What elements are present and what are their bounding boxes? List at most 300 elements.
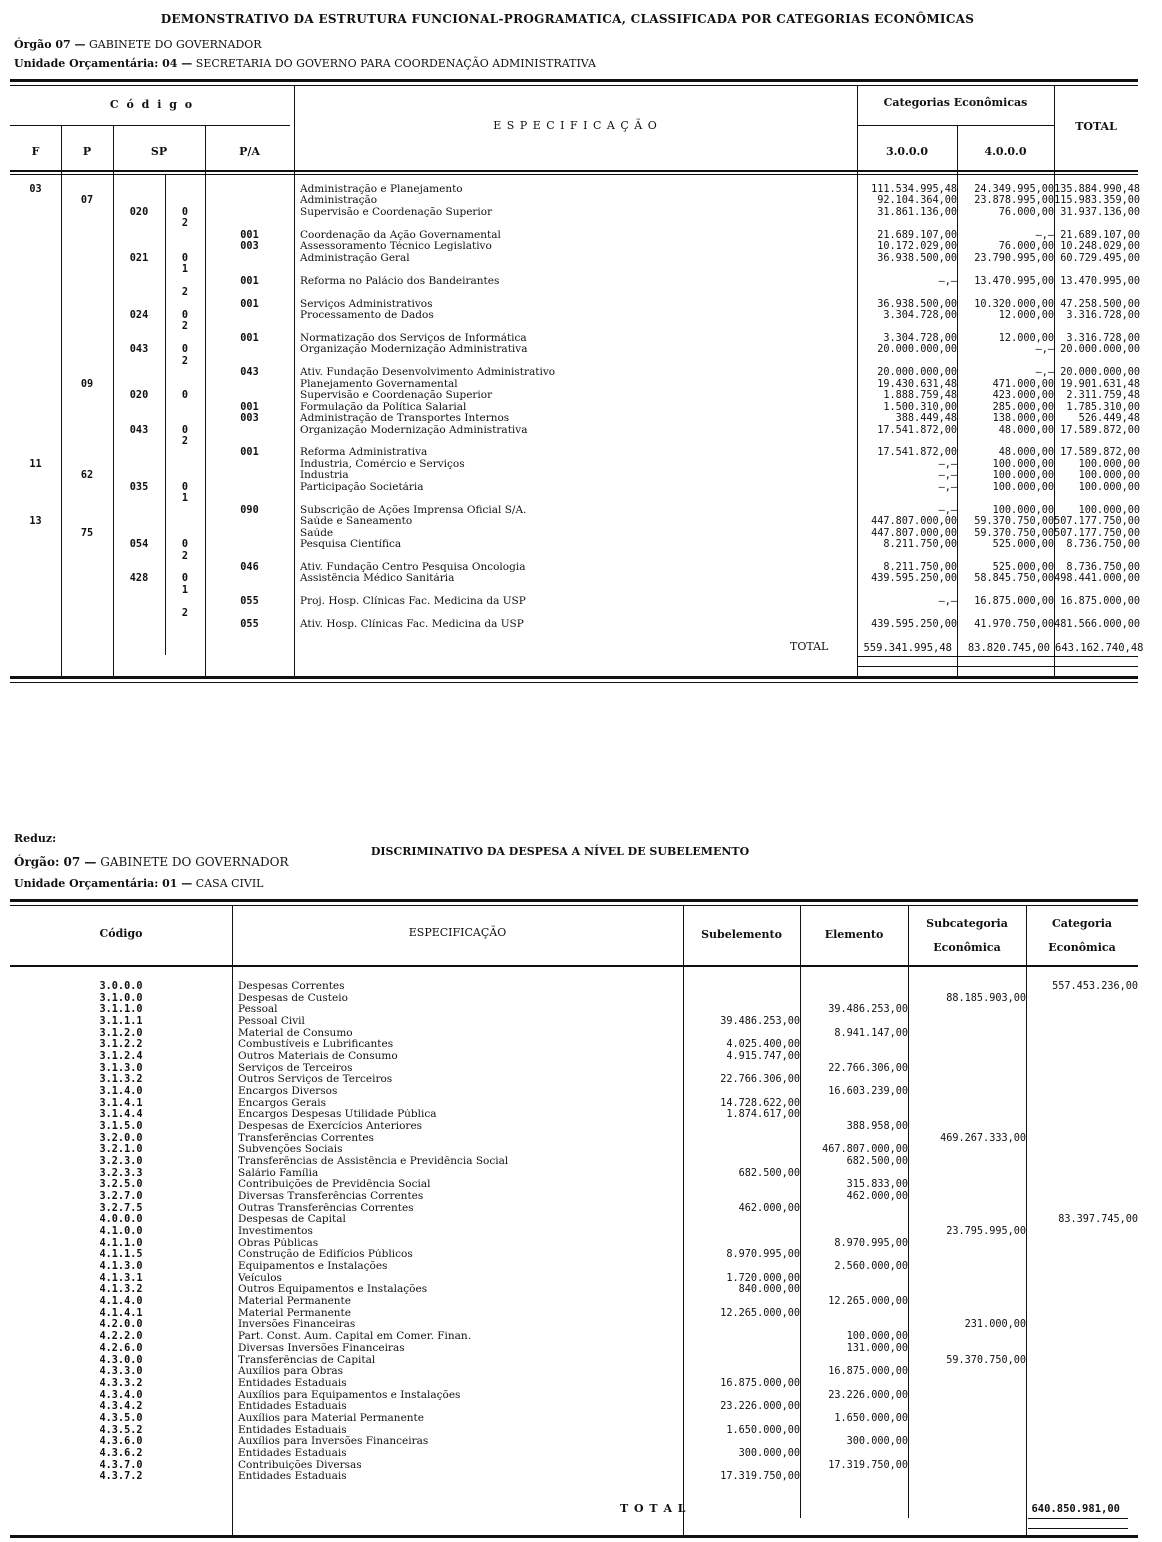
table-row (10, 184, 1140, 195)
doc1-header-pa: P/A (239, 145, 260, 158)
projeto-atividade-code (205, 310, 294, 321)
subprograma-digit: 2 (181, 435, 189, 447)
subprograma-digit (165, 447, 205, 458)
categoria-3000-cell: —,— (938, 504, 957, 516)
subprograma-digit: 0 (181, 252, 189, 264)
subprograma-code (113, 276, 165, 287)
categoria-cell (1026, 1436, 1138, 1448)
elemento-cell (800, 1133, 908, 1145)
especificacao-cell: Entidades Estaduais (238, 1447, 347, 1459)
doc2-unidade-line (14, 877, 264, 890)
doc1-total-label: TOTAL (790, 640, 829, 653)
codigo-cell: 3.1.1.1 (99, 1016, 143, 1028)
doc1-total-rule2 (858, 666, 1138, 667)
funcao-code (10, 528, 61, 539)
subprograma-code (113, 528, 165, 539)
categoria-cell (1026, 1471, 1138, 1483)
subprograma-code (113, 356, 165, 367)
categoria-3000-cell: 388.449,48 (895, 413, 957, 425)
projeto-atividade-code: 046 (240, 561, 259, 573)
subprograma-digit (165, 528, 205, 539)
funcao-code (10, 493, 61, 504)
table-row (10, 287, 1140, 298)
subcategoria-cell (908, 1401, 1026, 1413)
categoria-3000-cell: 20.000.000,00 (877, 367, 957, 379)
table-row (10, 608, 1140, 619)
projeto-atividade-code: 001 (240, 298, 259, 310)
total-cell: 498.441.000,00 (1054, 573, 1140, 585)
subprograma-digit: 0 (181, 539, 189, 551)
projeto-atividade-code (205, 356, 294, 367)
categoria-4000-cell: 59.370.750,00 (974, 527, 1054, 539)
subprograma-code (113, 516, 165, 527)
doc2-bottom-rule (10, 1535, 1138, 1538)
table-row (10, 1413, 1138, 1425)
especificacao-cell: Material Permanente (238, 1307, 351, 1319)
subprograma-digit: 2 (181, 321, 189, 333)
categoria-4000-cell: 41.970.750,00 (974, 619, 1054, 631)
subelemento-cell (683, 1460, 800, 1472)
subprograma-digit: 2 (181, 218, 189, 230)
categoria-4000-cell: 12.000,00 (998, 332, 1054, 344)
subcategoria-cell (908, 1214, 1026, 1226)
doc2-unidade-label: Unidade Orçamentária: 01 — (14, 877, 193, 890)
subprograma-digit (165, 470, 205, 481)
especificacao-cell: Entidades Estaduais (238, 1401, 347, 1413)
funcao-code (10, 241, 61, 252)
codigo-cell: 4.3.7.0 (99, 1459, 143, 1471)
categoria-3000-cell: 36.938.500,00 (877, 298, 957, 310)
programa-code (61, 573, 113, 584)
categoria-4000-cell (957, 585, 1054, 596)
codigo-cell: 3.2.7.0 (99, 1191, 143, 1203)
table-row (10, 1308, 1138, 1320)
categoria-cell (1026, 1366, 1138, 1378)
subelemento-cell (683, 1319, 800, 1331)
elemento-cell: 682.500,00 (846, 1156, 908, 1168)
categoria-cell (1026, 1378, 1138, 1390)
subprograma-digit (165, 241, 205, 252)
projeto-atividade-code (205, 207, 294, 218)
categoria-4000-cell: 58.845.750,00 (974, 573, 1054, 585)
especificacao-cell: Planejamento Governamental (300, 378, 458, 390)
programa-code (61, 505, 113, 516)
funcao-code (10, 299, 61, 310)
especificacao-cell: Assessoramento Técnico Legislativo (300, 241, 492, 253)
codigo-cell: 3.1.3.2 (99, 1074, 143, 1086)
total-cell: 17.589.872,00 (1060, 447, 1140, 459)
projeto-atividade-code (205, 321, 294, 332)
subelemento-cell (683, 1366, 800, 1378)
programa-code (61, 447, 113, 458)
subcategoria-cell: 88.185.903,00 (946, 992, 1026, 1004)
categoria-cell (1026, 1156, 1138, 1168)
total-cell: 20.000.000,00 (1060, 367, 1140, 379)
table-row (10, 356, 1140, 367)
categoria-cell: 83.397.745,00 (1058, 1214, 1138, 1226)
categoria-cell (1026, 1016, 1138, 1028)
programa-code (61, 276, 113, 287)
subcategoria-cell (908, 981, 1026, 993)
projeto-atividade-code (205, 482, 294, 493)
elemento-cell: 16.603.239,00 (828, 1086, 908, 1098)
codigo-cell: 3.1.2.0 (99, 1027, 143, 1039)
total-cell: 135.884.990,48 (1054, 184, 1140, 195)
total-cell: 19.901.631,48 (1060, 378, 1140, 390)
doc2-total-label: T O T A L (620, 1502, 687, 1515)
categoria-3000-cell: —,— (938, 458, 957, 470)
total-cell: 507.177.750,00 (1054, 516, 1140, 528)
especificacao-cell: Veículos (238, 1272, 282, 1284)
codigo-cell: 3.1.1.0 (99, 1004, 143, 1016)
doc1-bottom-rule-thin (10, 682, 1138, 683)
categoria-3000-cell: 439.595.250,00 (871, 619, 957, 631)
subprograma-digit (165, 505, 205, 516)
codigo-cell: 4.2.6.0 (99, 1342, 143, 1354)
elemento-cell (800, 1098, 908, 1110)
subelemento-cell (683, 1004, 800, 1016)
total-cell (1054, 321, 1140, 332)
doc1-codigo-rule (10, 125, 290, 126)
elemento-cell: 131.000,00 (846, 1342, 908, 1354)
funcao-code (10, 436, 61, 447)
projeto-atividade-code: 001 (240, 447, 259, 459)
especificacao-cell: Participação Societária (300, 481, 424, 493)
programa-code (61, 459, 113, 470)
categoria-4000-cell: —,— (1035, 344, 1054, 356)
projeto-atividade-code: 055 (240, 619, 259, 631)
especificacao-cell: Serviços de Terceiros (238, 1062, 353, 1074)
categoria-3000-cell (857, 218, 957, 229)
subcategoria-cell (908, 1308, 1026, 1320)
codigo-cell: 3.1.4.4 (99, 1109, 143, 1121)
especificacao-cell: Combustíveis e Lubrificantes (238, 1039, 394, 1051)
codigo-cell: 4.3.0.0 (99, 1354, 143, 1366)
codigo-cell: 4.0.0.0 (99, 1214, 143, 1226)
categoria-3000-cell: 447.807.000,00 (871, 516, 957, 528)
subcategoria-cell (908, 1460, 1026, 1472)
codigo-cell: 4.3.3.0 (99, 1366, 143, 1378)
projeto-atividade-code (205, 585, 294, 596)
funcao-code (10, 333, 61, 344)
table-row (10, 619, 1140, 630)
subcategoria-cell (908, 1249, 1026, 1261)
projeto-atividade-code: 003 (240, 413, 259, 425)
table-row (10, 425, 1140, 436)
categoria-4000-cell (957, 436, 1054, 447)
subprograma-code (113, 184, 165, 195)
subprograma-digit: 1 (181, 584, 189, 596)
doc2-header-cat1: Categoria (1051, 917, 1113, 930)
subelemento-cell (683, 1063, 800, 1075)
doc1-cat-rule (858, 125, 1054, 126)
subcategoria-cell (908, 1390, 1026, 1402)
doc2-reduz: Reduz: (14, 832, 57, 845)
categoria-4000-cell: 76.000,00 (998, 206, 1054, 218)
subelemento-cell: 23.226.000,00 (720, 1401, 800, 1413)
subcategoria-cell (908, 1413, 1026, 1425)
subcategoria-cell: 23.795.995,00 (946, 1226, 1026, 1238)
subprograma-digit (165, 230, 205, 241)
subelemento-cell (683, 1343, 800, 1355)
especificacao-cell: Material de Consumo (238, 1027, 353, 1039)
total-cell (1054, 356, 1140, 367)
funcao-code (10, 402, 61, 413)
categoria-cell (1026, 1413, 1138, 1425)
categoria-3000-cell (857, 321, 957, 332)
subprograma-code (113, 402, 165, 413)
categoria-4000-cell: 100.000,00 (992, 504, 1054, 516)
especificacao-cell (294, 321, 857, 332)
doc2-total-value: 640.850.981,00 (1031, 1503, 1120, 1515)
elemento-cell: 8.941.147,00 (834, 1027, 908, 1039)
codigo-cell: 3.2.0.0 (99, 1132, 143, 1144)
categoria-3000-cell: —,— (938, 481, 957, 493)
subprograma-code: 054 (129, 539, 149, 551)
subcategoria-cell (908, 1086, 1026, 1098)
programa-code: 07 (80, 195, 94, 207)
projeto-atividade-code (205, 608, 294, 619)
elemento-cell (800, 1074, 908, 1086)
categoria-cell (1026, 1004, 1138, 1016)
subprograma-digit: 0 (181, 573, 189, 585)
elemento-cell: 100.000,00 (846, 1331, 908, 1343)
categoria-3000-cell: 36.938.500,00 (877, 252, 957, 264)
projeto-atividade-code: 043 (240, 367, 259, 379)
table-row (10, 470, 1140, 481)
subprograma-digit: 2 (181, 355, 189, 367)
table-row (10, 402, 1140, 413)
total-cell: 3.316.728,00 (1066, 309, 1140, 321)
table-row (10, 379, 1140, 390)
codigo-cell: 3.1.5.0 (99, 1121, 143, 1133)
especificacao-cell: Normatização dos Serviços de Informática (300, 332, 527, 344)
categoria-3000-cell: 10.172.029,00 (877, 241, 957, 253)
total-cell: 31.937.136,00 (1060, 206, 1140, 218)
codigo-cell: 3.1.3.0 (99, 1062, 143, 1074)
especificacao-cell (294, 585, 857, 596)
total-cell: 10.248.029,00 (1060, 241, 1140, 253)
doc1-table (10, 184, 1140, 631)
doc2-header-subcat2: Econômica (933, 941, 1001, 954)
subprograma-digit: 2 (181, 550, 189, 562)
especificacao-cell: Outros Equipamentos e Instalações (238, 1284, 428, 1296)
especificacao-cell (294, 287, 857, 298)
especificacao-cell: Diversas Transferências Correntes (238, 1191, 424, 1203)
table-row (10, 1179, 1138, 1191)
subcategoria-cell (908, 1284, 1026, 1296)
categoria-cell (1026, 1086, 1138, 1098)
categoria-3000-cell: —,— (938, 596, 957, 608)
subprograma-code (113, 333, 165, 344)
subcategoria-cell (908, 1109, 1026, 1121)
categoria-4000-cell: 23.790.995,00 (974, 252, 1054, 264)
subprograma-code: 020 (129, 390, 149, 402)
table-row (10, 1471, 1138, 1483)
subprograma-digit (165, 402, 205, 413)
programa-code (61, 425, 113, 436)
table-row (10, 459, 1140, 470)
funcao-code (10, 585, 61, 596)
programa-code (61, 482, 113, 493)
subelemento-cell (683, 1261, 800, 1273)
programa-code (61, 562, 113, 573)
table-row (10, 207, 1140, 218)
especificacao-cell (294, 436, 857, 447)
table-row (10, 1238, 1138, 1250)
categoria-cell (1026, 1261, 1138, 1273)
subprograma-digit: 0 (181, 309, 189, 321)
subprograma-code: 043 (129, 424, 149, 436)
programa-code: 75 (80, 527, 94, 539)
categoria-cell (1026, 1203, 1138, 1215)
codigo-cell: 4.3.4.2 (99, 1401, 143, 1413)
categoria-cell (1026, 1039, 1138, 1051)
subelemento-cell: 300.000,00 (738, 1447, 800, 1459)
programa-code: 09 (80, 378, 94, 390)
table-row (10, 1390, 1138, 1402)
especificacao-cell (294, 218, 857, 229)
projeto-atividade-code: 001 (240, 229, 259, 241)
categoria-3000-cell: 439.595.250,00 (871, 573, 957, 585)
projeto-atividade-code: 090 (240, 504, 259, 516)
categoria-3000-cell (857, 356, 957, 367)
categoria-cell (1026, 993, 1138, 1005)
subcategoria-cell: 469.267.333,00 (940, 1132, 1026, 1144)
elemento-cell (800, 1355, 908, 1367)
especificacao-cell: Processamento de Dados (300, 309, 434, 321)
table-row (10, 482, 1140, 493)
categoria-4000-cell (957, 321, 1054, 332)
subprograma-code (113, 413, 165, 424)
subprograma-code (113, 218, 165, 229)
table-row (10, 321, 1140, 332)
subprograma-digit: 1 (181, 493, 189, 505)
projeto-atividade-code (205, 470, 294, 481)
table-row (10, 1004, 1138, 1016)
programa-code (61, 356, 113, 367)
categoria-4000-cell (957, 264, 1054, 275)
total-cell (1054, 585, 1140, 596)
categoria-cell (1026, 1319, 1138, 1331)
projeto-atividade-code: 001 (240, 275, 259, 287)
table-row (10, 1109, 1138, 1121)
projeto-atividade-code: 055 (240, 596, 259, 608)
table-row (10, 1296, 1138, 1308)
especificacao-cell: Administração Geral (300, 252, 410, 264)
especificacao-cell: Encargos Gerais (238, 1097, 326, 1109)
categoria-cell (1026, 1226, 1138, 1238)
subcategoria-cell (908, 1366, 1026, 1378)
subprograma-code (113, 585, 165, 596)
codigo-cell: 4.1.3.0 (99, 1261, 143, 1273)
projeto-atividade-code (205, 528, 294, 539)
categoria-cell (1026, 1179, 1138, 1191)
subprograma-digit (165, 619, 205, 630)
subcategoria-cell: 231.000,00 (964, 1319, 1026, 1331)
table-row (10, 1448, 1138, 1460)
categoria-cell (1026, 1051, 1138, 1063)
especificacao-cell: Coordenação da Ação Governamental (300, 229, 501, 241)
projeto-atividade-code (205, 539, 294, 550)
total-cell (1054, 218, 1140, 229)
categoria-3000-cell: 1.500.310,00 (883, 401, 957, 413)
table-row (10, 573, 1140, 584)
categoria-4000-cell: 48.000,00 (998, 447, 1054, 459)
total-cell: 8.736.750,00 (1066, 561, 1140, 573)
subcategoria-cell (908, 1343, 1026, 1355)
programa-code (61, 436, 113, 447)
especificacao-cell: Contribuições de Previdência Social (238, 1179, 431, 1191)
table-row (10, 1319, 1138, 1331)
table-row (10, 1436, 1138, 1448)
categoria-4000-cell (957, 287, 1054, 298)
doc2-header-especificacao: ESPECIFICAÇÃO (408, 926, 507, 939)
doc2-title: DISCRIMINATIVO DA DESPESA A NÍVEL DE SUBELEMENTO (370, 845, 750, 858)
categoria-4000-cell: 23.878.995,00 (974, 195, 1054, 207)
table-row (10, 1401, 1138, 1413)
categoria-3000-cell: —,— (938, 470, 957, 482)
especificacao-cell: Serviços Administrativos (300, 298, 433, 310)
total-cell: 47.258.500,00 (1060, 298, 1140, 310)
table-row (10, 1191, 1138, 1203)
subelemento-cell: 462.000,00 (738, 1202, 800, 1214)
programa-code (61, 299, 113, 310)
codigo-cell: 4.3.5.2 (99, 1424, 143, 1436)
subcategoria-cell (908, 1378, 1026, 1390)
programa-code (61, 230, 113, 241)
elemento-cell: 300.000,00 (846, 1436, 908, 1448)
subcategoria-cell (908, 1016, 1026, 1028)
categoria-3000-cell (857, 608, 957, 619)
projeto-atividade-code (205, 390, 294, 401)
subprograma-digit: 1 (181, 264, 189, 276)
subelemento-cell: 8.970.995,00 (726, 1249, 800, 1261)
subprograma-digit (165, 195, 205, 206)
categoria-cell (1026, 1460, 1138, 1472)
codigo-cell: 3.2.3.0 (99, 1156, 143, 1168)
funcao-code (10, 344, 61, 355)
table-row (10, 333, 1140, 344)
total-cell (1054, 264, 1140, 275)
elemento-cell (800, 1471, 908, 1483)
elemento-cell: 8.970.995,00 (834, 1237, 908, 1249)
table-row (10, 1249, 1138, 1261)
programa-code (61, 493, 113, 504)
especificacao-cell: Material Permanente (238, 1296, 351, 1308)
subprograma-code (113, 230, 165, 241)
doc1-unidade-line (14, 57, 596, 70)
categoria-3000-cell: 8.211.750,00 (883, 539, 957, 551)
subprograma-digit: 0 (181, 424, 189, 436)
total-cell: 2.311.759,48 (1066, 390, 1140, 402)
programa-code (61, 287, 113, 298)
table-row (10, 1063, 1138, 1075)
subprograma-code (113, 551, 165, 562)
subprograma-code: 428 (129, 573, 149, 585)
subcategoria-cell: 59.370.750,00 (946, 1354, 1026, 1366)
subcategoria-cell (908, 1191, 1026, 1203)
subelemento-cell (683, 1028, 800, 1040)
table-row (10, 516, 1140, 527)
funcao-code (10, 425, 61, 436)
doc2-header-elemento: Elemento (824, 928, 884, 941)
categoria-4000-cell: 100.000,00 (992, 458, 1054, 470)
doc1-top-rule (10, 79, 1138, 82)
funcao-code (10, 608, 61, 619)
codigo-cell: 4.2.0.0 (99, 1319, 143, 1331)
codigo-cell: 3.2.1.0 (99, 1144, 143, 1156)
